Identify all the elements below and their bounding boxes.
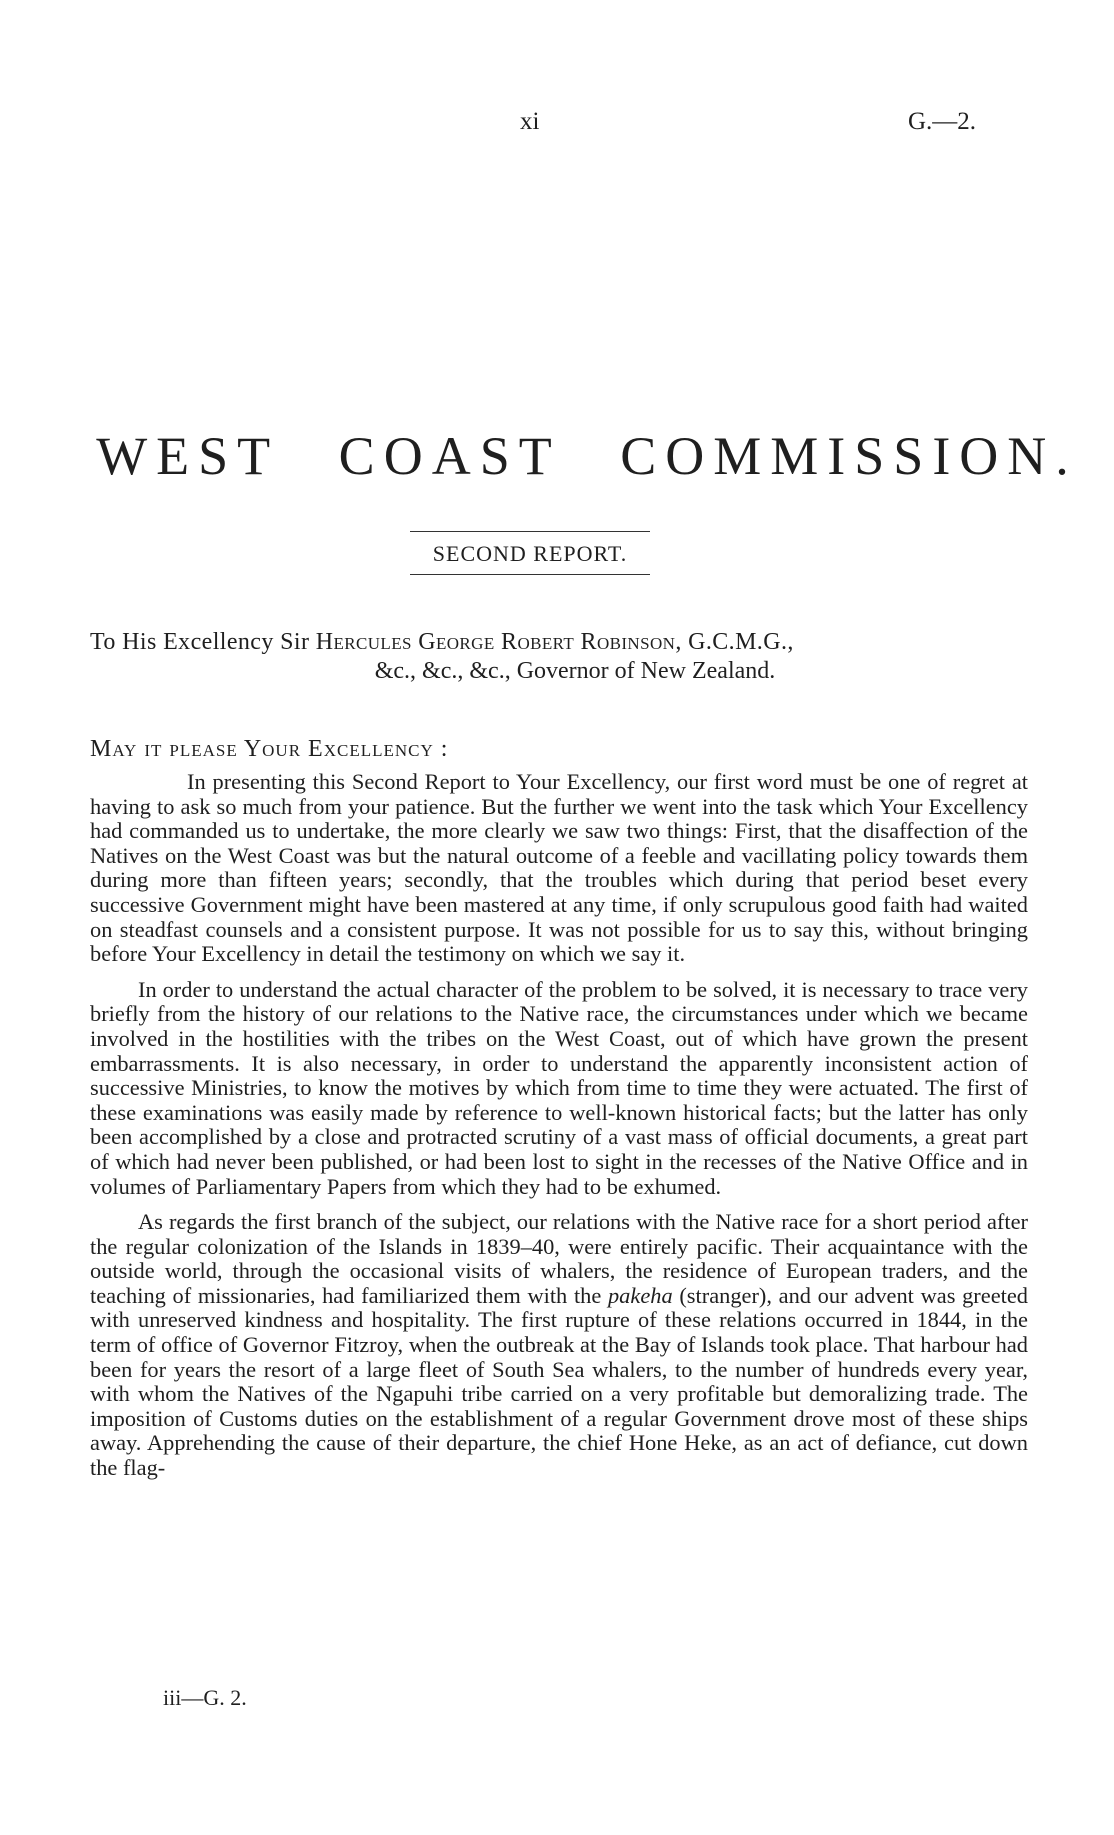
address-block <box>90 628 1030 686</box>
paragraph-2: In order to understand the actual character of the problem to be solved, it is necessary to trace very briefly from the history of our relations to the Native race, the circumstances under which we became involved in the hostilities with the tribes on the West Coast, out of which have grown the present embarrassments. It is also necessary, in order to understand the apparently inconsistent action of successive Ministries, to know the motives by which from time to time they were actuated. The first of these examinations was easily made by reference to well-known historical facts; but the latter has only been accomplished by a close and protracted scrutiny of a vast mass of official documents, a great part of which had never been published, or had been lost to sight in the recesses of the Native Office and in volumes of Parliamentary Papers from which they had to be exhumed. <box>90 976 1028 1199</box>
report-body <box>90 770 1028 1492</box>
address-prefix: To His Excellency Sir <box>90 629 310 655</box>
title-rule-bottom <box>410 574 650 575</box>
paragraph-3-italic-term: pakeha <box>607 1282 673 1308</box>
document-title: WEST COAST COMMISSION. <box>96 426 1078 486</box>
printer-signature: iii—G. 2. <box>163 1685 247 1710</box>
addressee-name: Hercules George Robert Robinson <box>315 629 676 655</box>
paragraph-3-text-a: As regards the first branch of the subject, our relations with the Native race for a short period after the regular colonization of the Islands in 1839–40, were entirely pacific. Their acquaintance with the outside world, through the occasional visits of whalers, the residence of European traders, and the teaching of missionaries, had familiarized them with the <box>90 1209 1028 1308</box>
addressee-honours: , G.C.M.G., <box>675 629 794 655</box>
page-number: xi <box>520 108 540 135</box>
series-reference: G.—2. <box>907 108 976 135</box>
salutation: May it please Your Excellency : <box>90 736 449 762</box>
address-line-2: &c., &c., &c., Governor of New Zealand. <box>374 658 776 684</box>
paragraph-1: In presenting this Second Report to Your Excellency, our first word must be one of regret at having to ask so much from your patience. But the further we went into the task which Your Excellency had commanded us to undertake, the more clearly we saw two things: First, that the disaffection of the Natives on the West Coast was but the natural outcome of a feeble and vacillating policy towards them during more than fifteen years; secondly, that the troubles which during that period beset every successive Government might have been mastered at any time, if only scrupulous good faith had waited on steadfast counsels and a consistent purpose. It was not possible for us to say this, without bringing before Your Excellency in detail the testimony on which we say it. <box>90 769 1028 967</box>
title-rule-top <box>410 531 650 532</box>
document-subtitle: SECOND REPORT. <box>432 541 628 566</box>
address-line-1 <box>90 628 1030 657</box>
paragraph-3 <box>90 1210 1028 1481</box>
paragraph-3-text-b: (stranger), and our advent was greeted with unreserved kindness and hospitality. The first rupture of these relations occurred in 1844, in the term of office of Governor Fitzroy, when the outbreak at the Bay of Islands took place. That harbour had been for years the resort of a large fleet of South Sea whalers, to the number of hundreds every year, with whom the Natives of the Ngapuhi tribe carried on a very profitable but demoralizing trade. The imposition of Customs duties on the establishment of a regular Government drove most of these ships away. Apprehending the cause of their departure, the chief Hone Heke, as an act of defiance, cut down the flag- <box>90 1282 1028 1481</box>
